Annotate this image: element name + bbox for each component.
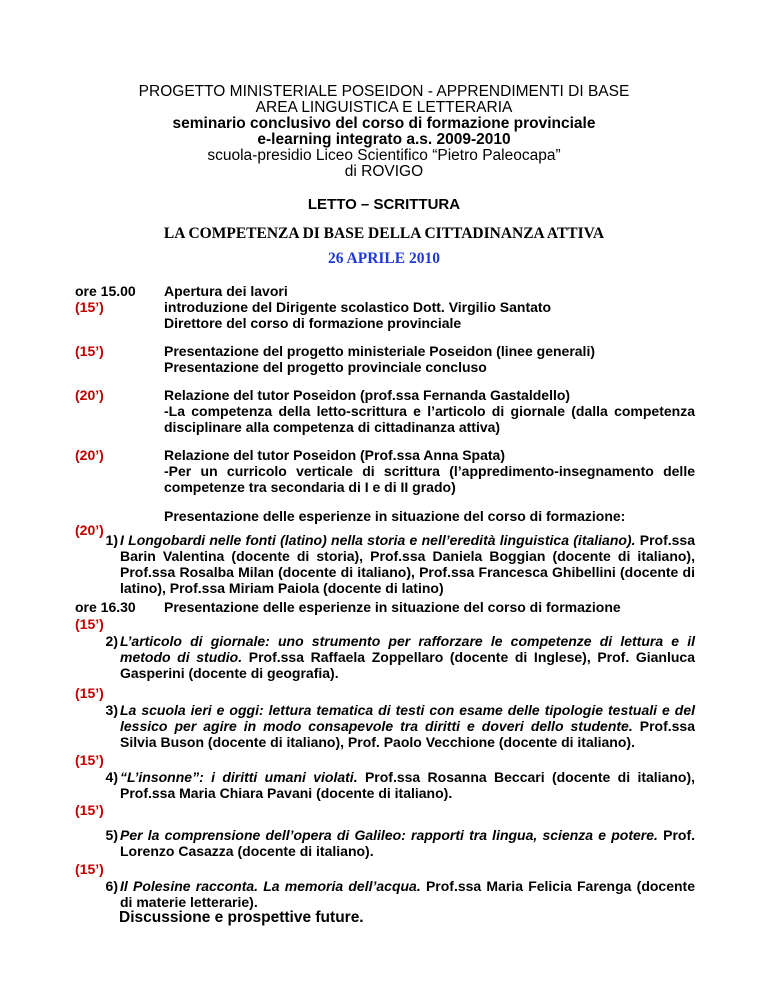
header-line-2: AREA LINGUISTICA E LETTERARIA bbox=[255, 99, 513, 116]
duration-label: (20’) bbox=[75, 447, 104, 463]
duration-label: (15’) bbox=[75, 299, 104, 315]
event-date: 26 APRILE 2010 bbox=[328, 250, 440, 267]
item-line: introduzione del Dirigente scolastico Dott. Virgilio Santato bbox=[164, 299, 552, 315]
duration-label: (15’) bbox=[75, 802, 104, 818]
document-header bbox=[0, 84, 768, 180]
subtitle: LA COMPETENZA DI BASE DELLA CITTADINANZA ATTIVA bbox=[163, 225, 605, 242]
item-title: Per la comprensione dell’opera di Galileo: rapporti tra lingua, scienza e potere. bbox=[120, 827, 658, 843]
item-line: Presentazione del progetto ministeriale Poseidon (linee generali) bbox=[164, 343, 595, 359]
schedule-item-gastaldello bbox=[164, 387, 695, 435]
schedule-time-1 bbox=[75, 283, 145, 315]
item-number: 1) bbox=[105, 532, 118, 548]
header-line-6: di ROVIGO bbox=[344, 163, 424, 180]
item-line: Presentazione del progetto provinciale concluso bbox=[164, 359, 487, 375]
item-title: La scuola ieri e oggi: lettura tematica di testi con esame delle tipologie testuali e del lessico per agire in modo consapevole tra diritti e doveri dello studente. bbox=[120, 702, 695, 734]
header-line-1: PROGETTO MINISTERIALE POSEIDON - APPRENDIMENTI DI BASE bbox=[138, 83, 630, 100]
duration-label: (15’) bbox=[75, 685, 104, 701]
duration-label: (15’) bbox=[75, 752, 104, 768]
item-number: 6) bbox=[105, 878, 118, 894]
item-number: 4) bbox=[105, 769, 118, 785]
item-line: Direttore del corso di formazione provinciale bbox=[164, 315, 462, 331]
item-authors: Prof.ssa Silvia Buson (docente di italiano), Prof. Paolo Vecchione (docente di italiano). bbox=[120, 718, 695, 750]
duration-label: (15’) bbox=[75, 861, 104, 877]
item-line: Apertura dei lavori bbox=[164, 283, 288, 299]
item-authors: Prof.ssa Raffaela Zoppellaro (docente di Inglese), Prof. Gianluca Gasperini (docente di geografia). bbox=[120, 649, 695, 681]
schedule-item-presentation bbox=[164, 343, 695, 375]
item-number: 3) bbox=[105, 702, 118, 718]
schedule-item-opening bbox=[164, 283, 695, 331]
item-line: -Per un curricolo verticale di scrittura (l’appredimento-insegnamento delle competenze tra secondaria di I e di II grado) bbox=[164, 463, 695, 495]
item-line: -La competenza della letto-scrittura e l’articolo di giornale (dalla competenza disciplinare alla competenza di cittadinanza attiva) bbox=[164, 403, 695, 435]
section-heading: Presentazione delle esperienze in situazione del corso di formazione: bbox=[164, 508, 626, 524]
item-authors: Prof.ssa Rosanna Beccari (docente di italiano), Prof.ssa Maria Chiara Pavani (docente di italiano). bbox=[120, 769, 695, 801]
header-line-4: e-learning integrato a.s. 2009-2010 bbox=[257, 131, 511, 148]
closing-discussion: Discussione e prospettive future. bbox=[119, 909, 364, 926]
list-item bbox=[120, 878, 695, 910]
item-number: 5) bbox=[105, 827, 118, 843]
section-heading: Presentazione delle esperienze in situazione del corso di formazione bbox=[164, 599, 621, 615]
list-item bbox=[120, 633, 695, 681]
item-title: Il Polesine racconta. La memoria dell’acqua. bbox=[120, 878, 421, 894]
item-authors: Prof. Lorenzo Casazza (docente di italiano). bbox=[120, 827, 696, 859]
item-number: 2) bbox=[105, 633, 118, 649]
item-authors: Prof.ssa Barin Valentina (docente di storia), Prof.ssa Daniela Boggian (docente di italiano), Prof.ssa Rosalba Milan (docente di italiano), Prof.ssa Francesca Ghibellini (docente di latino), Prof.ssa Miriam Paiola (docente di latino) bbox=[120, 532, 696, 596]
item-title: L’articolo di giornale: uno strumento per rafforzare le competenze di lettura e il metodo di studio. bbox=[120, 633, 695, 665]
duration-label: (20’) bbox=[75, 522, 104, 538]
item-line: Relazione del tutor Poseidon (Prof.ssa Anna Spata) bbox=[164, 447, 505, 463]
duration-label: (15’) bbox=[75, 343, 104, 359]
list-item bbox=[120, 769, 695, 801]
header-line-3: seminario conclusivo del corso di formazione provinciale bbox=[172, 115, 596, 132]
duration-label: (20’) bbox=[75, 387, 104, 403]
header-line-5: scuola-presidio Liceo Scientifico “Pietro Paleocapa” bbox=[207, 147, 561, 164]
list-item bbox=[120, 827, 695, 859]
schedule-item-spata bbox=[164, 447, 695, 495]
list-item bbox=[120, 702, 695, 750]
item-title: “L’insonne”: i diritti umani violati. bbox=[120, 769, 358, 785]
item-line: Relazione del tutor Poseidon (prof.ssa Fernanda Gastaldello) bbox=[164, 387, 571, 403]
time-label: ore 15.00 bbox=[75, 283, 136, 299]
list-item bbox=[120, 532, 695, 596]
item-authors: Prof.ssa Maria Felicia Farenga (docente di materie letterarie). bbox=[120, 878, 695, 910]
item-title: I Longobardi nelle fonti (latino) nella storia e nell’eredità linguistica (italiano). bbox=[120, 532, 636, 548]
main-title: LETTO – SCRITTURA bbox=[307, 196, 461, 213]
time-label: ore 16.30 bbox=[75, 599, 136, 615]
duration-label: (15’) bbox=[75, 616, 104, 632]
